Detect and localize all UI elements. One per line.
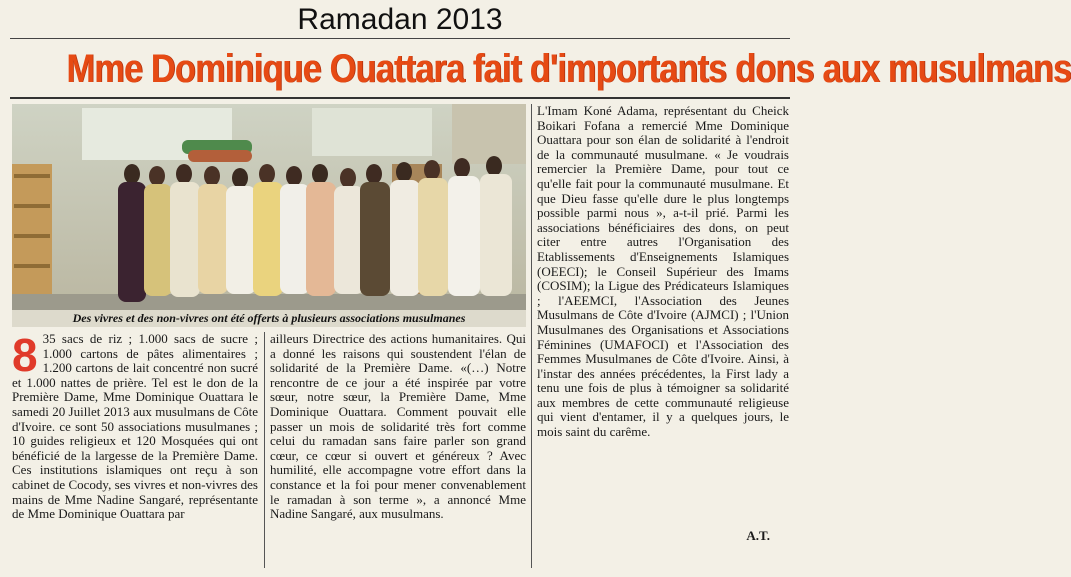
article-column-2 — [270, 332, 526, 568]
article-paragraph-3: L'Imam Koné Adama, représentant du Cheick Boikari Fofana a remercié Mme Dominique Ouattara pour son élan de solidarité à l'endroit de la communauté musulmane. « Je voudrais remercier la Première Dame, pour tout ce qu'elle fait pour la communauté musulmane. Et que Dieu fasse qu'elle dure le plus longtemps possible parmi nous », a-t-il prié. Parmi les associations bénéficiaires des dons, on peut citer entre autres l'Organisation des Etablissements d'Enseignements Islamiques (OEECI); le Conseil Supérieur des Imams (COSIM); la Ligue des Prédicateurs Islamiques ; l'AEEMCI, l'Association des Jeunes Musulmans de Côte d'Ivoire (AJMCI) ; l'Union Musulmanes des Organisations et Associations Féminines (UMAFOCI) et l'Association des Femmes Musulmanes de Côte d'Ivoire. Ainsi, à l'instar des années précédentes, la First lady a tenu une fois de plus à témoigner sa solidarité aux membres de cette communauté religieuse qui vient d'entamer, il y a quelques jours, le mois saint du carême. — [537, 103, 789, 440]
column-divider — [264, 332, 265, 568]
group-photo — [12, 104, 526, 327]
section-rubric: Ramadan 2013 — [297, 3, 503, 36]
drop-cap: 8 — [12, 329, 38, 381]
headline-divider — [10, 97, 790, 99]
article-headline: Mme Dominique Ouattara fait d'importants dons aux musulmans — [66, 47, 1071, 91]
article-paragraph-1: 35 sacs de riz ; 1.000 sacs de sucre ; 1.000 cartons de pâtes alimentaires ; 1.200 cartons de lait concentré non sucré et 1.000 nattes de prière. Tel est le don de la Première Dame, Mme Dominique Ouattara le samedi 20 Juillet 2013 aux musulmans de Côte d'Ivoire. ce sont 50 associations musulmanes ; 10 guides religieux et 120 Mosquées qui ont bénéficié de la largesse de la Première Dame. Ces institutions islamiques ont reçu à son cabinet de Cocody, ses vivres et non-vivres des mains de Mme Nadine Sangaré, représentante de Mme Dominique Ouattara par — [12, 331, 258, 522]
author-signature: A.T. — [746, 528, 770, 543]
article-column-1 — [12, 329, 258, 568]
photo-caption: Des vivres et des non-vivres ont été offerts à plusieurs associations musulmanes — [12, 310, 526, 327]
column-divider — [531, 104, 532, 568]
group-photo-illustration — [12, 104, 526, 327]
article-column-3 — [537, 104, 789, 512]
article-paragraph-2: ailleurs Directrice des actions humanitaires. Qui a donné les raisons qui soustendent l'élan de solidarité de la Première Dame. «(…) Notre rencontre de ce jour a été inspirée par votre sœur, notre sœur, la Première Dame, Mme Dominique Ouattara. Comment pouvait elle passer un mois de solidarité très fort comme celui du ramadan sans faire parler son grand cœur, ce cœur si ouvert et généreux ? Avec humilité, elle accompagne votre effort dans la constance et la foi pour mener convenablement le ramadan à son terme », a annoncé Mme Nadine Sangaré, aux musulmans. — [270, 331, 526, 522]
rubric-divider — [10, 38, 790, 39]
